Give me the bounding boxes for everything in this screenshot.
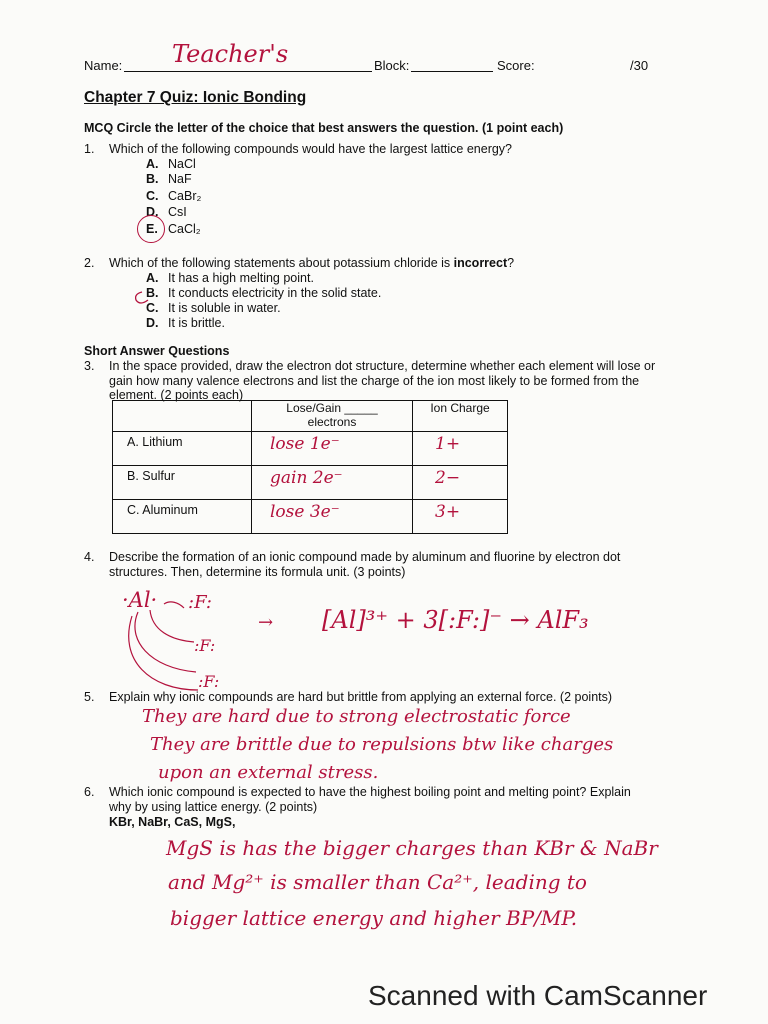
row-charge: 1+ xyxy=(435,434,461,454)
row-charge-cell xyxy=(413,466,508,500)
ion-table-header xyxy=(113,401,508,432)
table-row xyxy=(113,500,508,534)
q5-answer-line2: They are brittle due to repulsions btw like charges xyxy=(150,734,614,755)
q2-choice-c-letter: C. xyxy=(146,301,159,315)
q3-line2: gain how many valence electrons and list the charge of the ion most likely to be formed from the xyxy=(109,374,640,388)
q1-choice-c-text: CaBr₂ xyxy=(168,189,202,203)
q2-text xyxy=(109,256,514,271)
row-answer-cell xyxy=(252,432,413,466)
q1-number: 1. xyxy=(84,142,95,156)
row-answer: lose 1e⁻ xyxy=(270,434,340,454)
q2-choice-a-letter: A. xyxy=(146,271,159,285)
q1-choice-e-letter: E. xyxy=(146,222,158,236)
score-total: /30 xyxy=(630,58,649,73)
q2-choice-d-text: It is brittle. xyxy=(168,316,225,330)
q4-arrow: → xyxy=(258,612,274,633)
electron-transfer-arrow-3 xyxy=(129,616,198,690)
q6-number: 6. xyxy=(84,785,95,799)
table-row xyxy=(113,432,508,466)
mcq-instructions: MCQ Circle the letter of the choice that best answers the question. (1 point each) xyxy=(84,121,564,135)
q5-number: 5. xyxy=(84,690,95,704)
q2-text-bold: incorrect xyxy=(453,256,508,270)
block-underline xyxy=(411,71,493,72)
quiz-title: Chapter 7 Quiz: Ionic Bonding xyxy=(84,89,307,106)
q5-answer-line1: They are hard due to strong electrostatic force xyxy=(142,706,571,727)
electron-transfer-arrow-4 xyxy=(164,602,184,608)
ion-table xyxy=(112,400,508,534)
short-answer-heading: Short Answer Questions xyxy=(84,344,230,358)
q2-choice-a-text: It has a high melting point. xyxy=(168,271,314,285)
electron-transfer-arrow-1 xyxy=(135,612,196,672)
row-charge-cell xyxy=(413,432,508,466)
q3-line3: element. (2 points each) xyxy=(109,388,244,402)
losegain-header-line1: Lose/Gain _____ xyxy=(286,401,378,415)
ion-table-header-charge xyxy=(413,401,508,432)
q4-line1: Describe the formation of an ionic compound made by aluminum and fluorine by electron dot xyxy=(109,550,621,564)
ion-table-header-losegain xyxy=(252,401,413,432)
block-label: Block: xyxy=(374,58,410,73)
q3-line1: In the space provided, draw the electron dot structure, determine whether each element will lose or xyxy=(109,359,656,373)
q5-answer-line3: upon an external stress. xyxy=(158,762,379,783)
row-answer: lose 3e⁻ xyxy=(270,502,340,522)
q1-answer-circle xyxy=(137,215,165,243)
q1-choice-d-text: CsI xyxy=(168,205,187,219)
losegain-header-line2: electrons xyxy=(307,415,357,429)
ion-charge-header: Ion Charge xyxy=(430,401,490,415)
row-charge: 3+ xyxy=(435,502,461,522)
q1-choice-e-text: CaCl₂ xyxy=(168,222,201,236)
row-label: A. Lithium xyxy=(113,432,252,466)
row-answer: gain 2e⁻ xyxy=(270,468,343,488)
q1-choice-c-letter: C. xyxy=(146,189,159,203)
q1-choice-a-text: NaCl xyxy=(168,157,196,171)
q2-text-after: ? xyxy=(507,256,515,270)
handwritten-name: Teacher's xyxy=(172,40,289,68)
q6-line1: Which ionic compound is expected to have the highest boiling point and melting point? Explain xyxy=(109,785,631,799)
q4-number: 4. xyxy=(84,550,95,564)
q4-product: [Al]³⁺ + 3[:F:]⁻ → AlF₃ xyxy=(322,606,589,634)
q4-al-dot: ·Al· xyxy=(122,588,158,612)
q6-answer-line2: and Mg²⁺ is smaller than Ca²⁺, leading to xyxy=(168,870,587,894)
q1-choice-b-text: NaF xyxy=(168,172,192,186)
electron-transfer-arrow-2 xyxy=(150,610,194,642)
q5-text: Explain why ionic compounds are hard but brittle from applying an external force. (2 points) xyxy=(109,690,613,704)
q6-options: KBr, NaBr, CaS, MgS, xyxy=(109,815,236,829)
q2-choice-c-text: It is soluble in water. xyxy=(168,301,281,315)
q2-choice-b-letter: B. xyxy=(146,286,159,300)
row-answer-cell xyxy=(252,500,413,534)
q6-line2: why by using lattice energy. (2 points) xyxy=(109,800,318,814)
q3-number: 3. xyxy=(84,359,95,373)
table-row xyxy=(113,466,508,500)
name-label: Name: xyxy=(84,58,123,73)
q4-f-dot-1: :F: xyxy=(188,592,212,613)
q1-choice-a-letter: A. xyxy=(146,157,159,171)
row-label: C. Aluminum xyxy=(113,500,252,534)
q2-choice-d-letter: D. xyxy=(146,316,159,330)
q2-number: 2. xyxy=(84,256,95,270)
q4-f-dot-2: :F: xyxy=(194,636,216,655)
camscanner-watermark: Scanned with CamScanner xyxy=(368,980,708,1011)
q2-choice-b-text: It conducts electricity in the solid state. xyxy=(168,286,382,300)
q1-text: Which of the following compounds would have the largest lattice energy? xyxy=(109,142,513,156)
q6-answer-line1: MgS is has the bigger charges than KBr & NaBr xyxy=(166,836,658,860)
q4-f-dot-3: :F: xyxy=(198,672,220,691)
ion-table-header-blank xyxy=(113,401,252,432)
q6-answer-line3: bigger lattice energy and higher BP/MP. xyxy=(170,906,578,930)
row-charge-cell xyxy=(413,500,508,534)
row-answer-cell xyxy=(252,466,413,500)
q1-choice-b-letter: B. xyxy=(146,172,159,186)
name-underline xyxy=(124,71,372,72)
score-label: Score: xyxy=(497,58,535,73)
q4-line2: structures. Then, determine its formula unit. (3 points) xyxy=(109,565,406,579)
row-charge: 2− xyxy=(435,468,461,488)
q1-choice-d-letter: D. xyxy=(146,205,159,219)
row-label: B. Sulfur xyxy=(113,466,252,500)
q2-text-before: Which of the following statements about potassium chloride is xyxy=(109,256,454,270)
